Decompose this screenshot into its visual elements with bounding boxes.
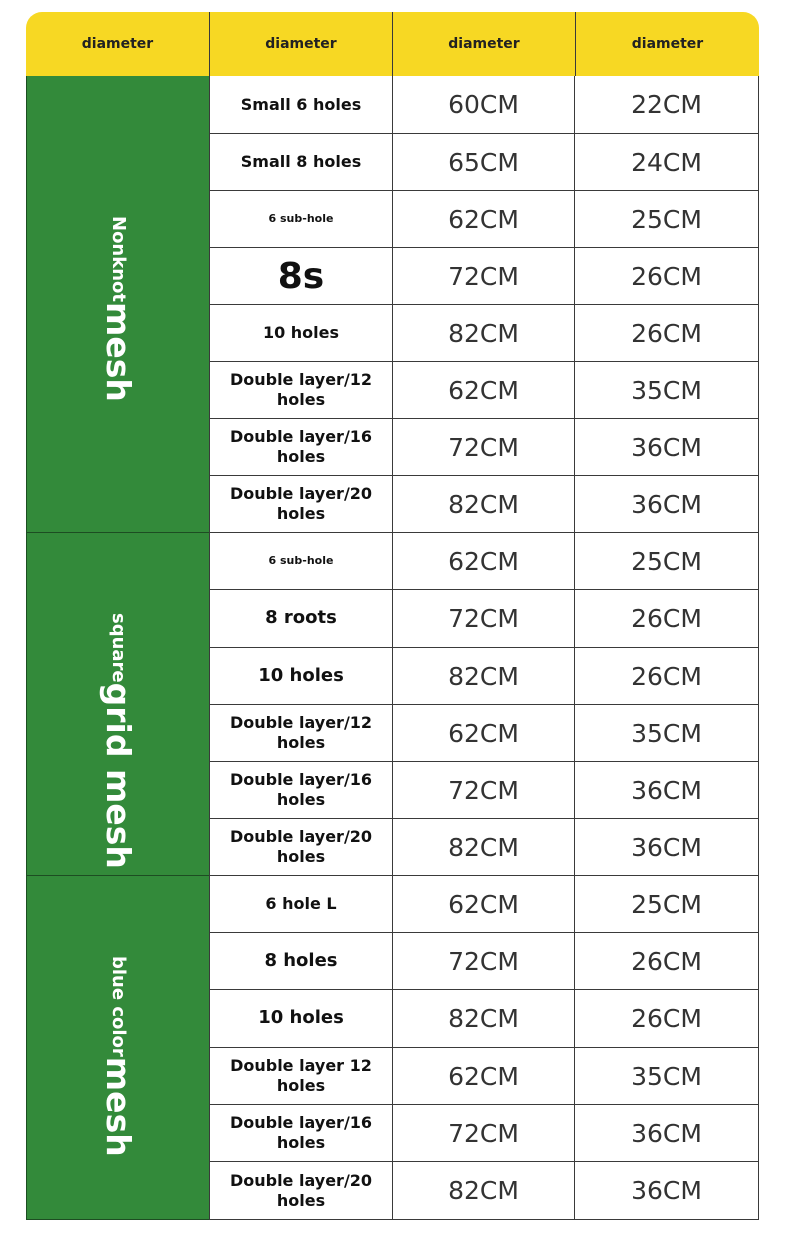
diameter-cell: 82CM [393, 1162, 575, 1220]
size-table [26, 12, 759, 1220]
header-col-4: diameter [631, 36, 704, 52]
height-cell: 36CM [575, 476, 759, 533]
group-square-grid-mesh [26, 533, 209, 876]
hole-type-cell: Double layer/12 holes [209, 705, 393, 762]
hole-type-cell: Small 8 holes [209, 134, 393, 191]
height-cell: 24CM [575, 134, 759, 191]
height-cell: 35CM [575, 362, 759, 419]
table-row [209, 648, 759, 705]
height-cell: 26CM [575, 248, 759, 305]
height-cell: 26CM [575, 933, 759, 990]
diameter-cell: 60CM [393, 76, 575, 134]
table-header [26, 12, 759, 76]
hole-type-cell: 10 holes [209, 305, 393, 362]
group-label-big: mesh [99, 302, 138, 402]
table-row [209, 305, 759, 362]
header-col-3: diameter [448, 36, 520, 52]
hole-type-cell: Double layer/16 holes [209, 1105, 393, 1162]
diameter-cell: 62CM [393, 191, 575, 248]
table-row [209, 533, 759, 590]
hole-type-cell: Double layer/20 holes [209, 1162, 393, 1220]
hole-type-cell: 6 hole L [209, 876, 393, 933]
diameter-cell: 72CM [393, 590, 575, 648]
table-row [209, 1105, 759, 1162]
hole-type-cell: 6 sub-hole [209, 191, 393, 248]
height-cell: 35CM [575, 705, 759, 762]
group-label-big: mesh [99, 1056, 138, 1157]
height-cell: 26CM [575, 990, 759, 1048]
hole-type-cell: 10 holes [209, 648, 393, 705]
height-cell: 36CM [575, 762, 759, 819]
table-row [209, 476, 759, 533]
header-col-2: diameter [265, 36, 337, 52]
table-row [209, 990, 759, 1048]
diameter-cell: 82CM [393, 819, 575, 876]
table-row [209, 362, 759, 419]
hole-type-cell: Double layer/12 holes [209, 362, 393, 419]
hole-type-cell: Double layer/20 holes [209, 819, 393, 876]
table-row [209, 134, 759, 191]
diameter-cell: 62CM [393, 362, 575, 419]
table-row [209, 419, 759, 476]
group-label-small: blue color [108, 956, 129, 1057]
diameter-cell: 82CM [393, 305, 575, 362]
height-cell: 26CM [575, 305, 759, 362]
group-label-small: Nonknot [108, 216, 129, 303]
height-cell: 26CM [575, 590, 759, 648]
diameter-cell: 62CM [393, 533, 575, 590]
diameter-cell: 82CM [393, 476, 575, 533]
height-cell: 36CM [575, 1162, 759, 1220]
height-cell: 25CM [575, 533, 759, 590]
hole-type-cell: 8 holes [209, 933, 393, 990]
header-col-1: diameter [81, 36, 154, 52]
height-cell: 36CM [575, 819, 759, 876]
hole-type-cell: 6 sub-hole [209, 533, 393, 590]
hole-type-cell: 8s [209, 248, 393, 305]
table-row [209, 933, 759, 990]
height-cell: 36CM [575, 1105, 759, 1162]
diameter-cell: 72CM [393, 762, 575, 819]
height-cell: 36CM [575, 419, 759, 476]
group-label-big: grid mesh [99, 682, 138, 869]
hole-type-cell: 8 roots [209, 590, 393, 648]
table-row [209, 762, 759, 819]
diameter-cell: 72CM [393, 419, 575, 476]
group-label-small: square [108, 613, 129, 683]
group-label [99, 613, 138, 869]
group-blue-color-mesh [26, 876, 209, 1220]
table-row [209, 876, 759, 933]
diameter-cell: 65CM [393, 134, 575, 191]
hole-type-cell: Small 6 holes [209, 76, 393, 134]
diameter-cell: 72CM [393, 248, 575, 305]
diameter-cell: 62CM [393, 1048, 575, 1105]
height-cell: 22CM [575, 76, 759, 134]
hole-type-cell: Double layer/16 holes [209, 762, 393, 819]
table-row [209, 191, 759, 248]
table-row [209, 1048, 759, 1105]
diameter-cell: 62CM [393, 876, 575, 933]
diameter-cell: 72CM [393, 1105, 575, 1162]
diameter-cell: 82CM [393, 990, 575, 1048]
height-cell: 26CM [575, 648, 759, 705]
group-nonknot-mesh [26, 76, 209, 533]
height-cell: 25CM [575, 191, 759, 248]
hole-type-cell: Double layer/20 holes [209, 476, 393, 533]
hole-type-cell: Double layer/16 holes [209, 419, 393, 476]
table-row [209, 590, 759, 648]
hole-type-cell: 10 holes [209, 990, 393, 1048]
height-cell: 35CM [575, 1048, 759, 1105]
diameter-cell: 82CM [393, 648, 575, 705]
group-label [99, 216, 138, 402]
table-row [209, 248, 759, 305]
diameter-cell: 62CM [393, 705, 575, 762]
table-row [209, 705, 759, 762]
height-cell: 25CM [575, 876, 759, 933]
group-label [99, 956, 138, 1157]
table-row [209, 76, 759, 134]
table-row [209, 1162, 759, 1220]
table-row [209, 819, 759, 876]
hole-type-cell: Double layer 12 holes [209, 1048, 393, 1105]
diameter-cell: 72CM [393, 933, 575, 990]
